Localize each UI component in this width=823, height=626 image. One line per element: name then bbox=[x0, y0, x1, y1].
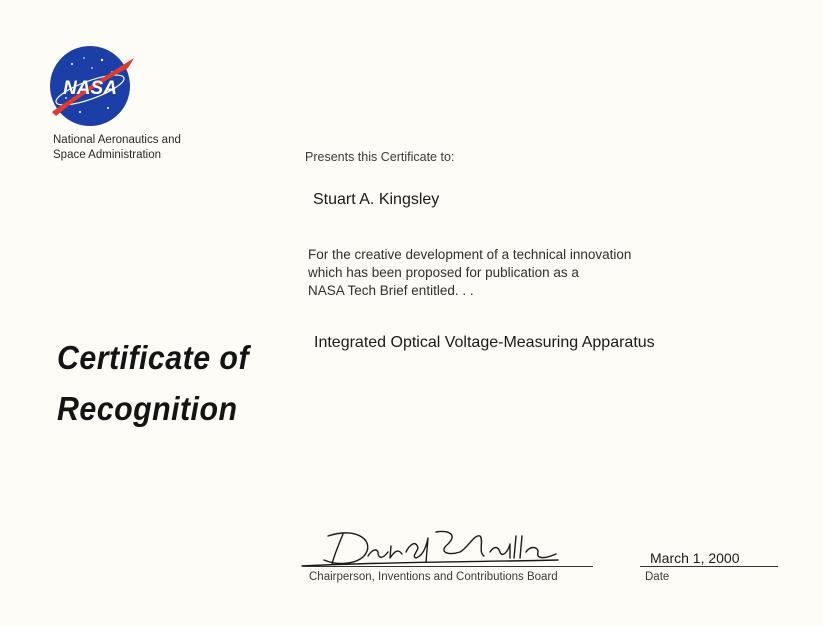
signature-icon bbox=[298, 522, 598, 572]
date-line bbox=[640, 566, 778, 567]
organization-line-1: National Aeronautics and bbox=[53, 134, 181, 146]
nasa-logo-icon bbox=[42, 38, 138, 134]
presents-text: Presents this Certificate to: bbox=[305, 150, 455, 164]
organization-name bbox=[53, 133, 243, 163]
svg-text:NASA: NASA bbox=[63, 78, 117, 99]
recipient-name: Stuart A. Kingsley bbox=[313, 191, 440, 208]
citation-text bbox=[308, 246, 738, 300]
citation-line-2: which has been proposed for publication as a bbox=[308, 265, 579, 280]
citation-line-3: NASA Tech Brief entitled. . . bbox=[308, 283, 474, 298]
citation-line-1: For the creative development of a technical innovation bbox=[308, 247, 632, 262]
certificate-title-line-2: Recognition bbox=[57, 390, 238, 427]
organization-line-2: Space Administration bbox=[53, 149, 162, 161]
date-value: March 1, 2000 bbox=[650, 550, 740, 566]
signature-line bbox=[303, 566, 593, 567]
date-caption: Date bbox=[645, 571, 670, 583]
signature-caption: Chairperson, Inventions and Contributions Board bbox=[309, 571, 558, 583]
certificate-title bbox=[57, 332, 249, 434]
innovation-title: Integrated Optical Voltage-Measuring Apparatus bbox=[314, 334, 655, 351]
nasa-meatball-icon bbox=[42, 38, 138, 134]
certificate-title-line-1: Certificate of bbox=[57, 339, 250, 376]
